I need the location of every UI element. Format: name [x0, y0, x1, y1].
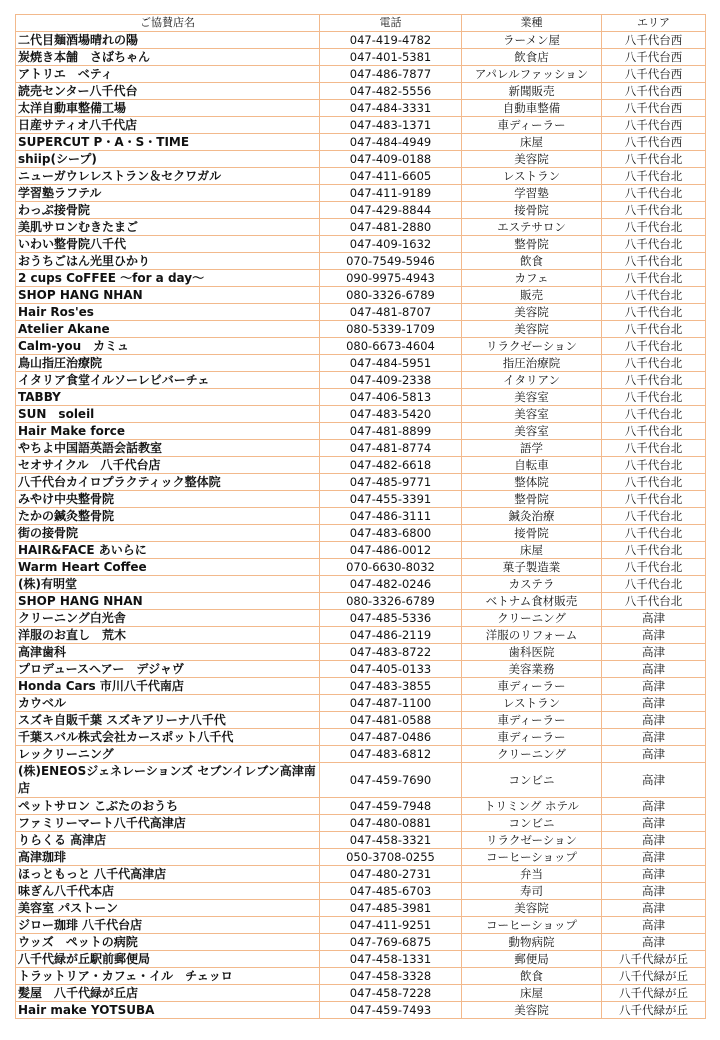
phone-cell: 047-455-3391 [320, 491, 462, 508]
area-cell: 高津 [602, 934, 706, 951]
business-type-cell: 整骨院 [462, 236, 602, 253]
shop-name-cell: プロデュースヘアー デジャヴ [16, 661, 320, 678]
header-type: 業種 [462, 15, 602, 32]
shop-name-cell: Hair Ros'es [16, 304, 320, 321]
business-type-cell: 車ディーラー [462, 712, 602, 729]
business-type-cell: コーヒーショップ [462, 849, 602, 866]
table-row [16, 372, 706, 389]
business-type-cell: ラーメン屋 [462, 32, 602, 49]
area-cell: 高津 [602, 644, 706, 661]
business-type-cell: 美容院 [462, 304, 602, 321]
shop-name-cell: わっぷ接骨院 [16, 202, 320, 219]
area-cell: 八千代台北 [602, 406, 706, 423]
phone-cell: 047-409-2338 [320, 372, 462, 389]
table-row [16, 644, 706, 661]
business-type-cell: 車ディーラー [462, 729, 602, 746]
shop-name-cell: ファミリーマート八千代高津店 [16, 815, 320, 832]
table-row [16, 287, 706, 304]
phone-cell: 047-487-1100 [320, 695, 462, 712]
business-type-cell: 床屋 [462, 134, 602, 151]
area-cell: 八千代台北 [602, 372, 706, 389]
phone-cell: 047-419-4782 [320, 32, 462, 49]
phone-cell: 047-482-5556 [320, 83, 462, 100]
table-row [16, 661, 706, 678]
table-row [16, 695, 706, 712]
sponsor-list [15, 14, 705, 1019]
phone-cell: 047-484-3331 [320, 100, 462, 117]
table-row [16, 83, 706, 100]
shop-name-cell: みやけ中央整骨院 [16, 491, 320, 508]
business-type-cell: ベトナム食材販売 [462, 593, 602, 610]
shop-name-cell: ニューガウレレストラン＆セクワガル [16, 168, 320, 185]
phone-cell: 047-409-0188 [320, 151, 462, 168]
shop-name-cell: 味ぎん八千代本店 [16, 883, 320, 900]
phone-cell: 047-484-4949 [320, 134, 462, 151]
header-phone: 電話 [320, 15, 462, 32]
phone-cell: 047-458-1331 [320, 951, 462, 968]
area-cell: 高津 [602, 883, 706, 900]
business-type-cell: エステサロン [462, 219, 602, 236]
area-cell: 八千代台北 [602, 440, 706, 457]
phone-cell: 047-485-6703 [320, 883, 462, 900]
business-type-cell: 販売 [462, 287, 602, 304]
phone-cell: 047-458-7228 [320, 985, 462, 1002]
shop-name-cell: SUPERCUT P・A・S・TIME [16, 134, 320, 151]
table-row [16, 355, 706, 372]
table-row [16, 32, 706, 49]
table-row [16, 321, 706, 338]
shop-name-cell: Warm Heart Coffee [16, 559, 320, 576]
area-cell: 八千代台北 [602, 457, 706, 474]
business-type-cell: 美容院 [462, 900, 602, 917]
business-type-cell: 美容室 [462, 406, 602, 423]
area-cell: 八千代台北 [602, 338, 706, 355]
shop-name-cell: shiip(シープ) [16, 151, 320, 168]
area-cell: 高津 [602, 610, 706, 627]
area-cell: 高津 [602, 849, 706, 866]
area-cell: 八千代緑が丘 [602, 951, 706, 968]
business-type-cell: 鍼灸治療 [462, 508, 602, 525]
business-type-cell: 郵便局 [462, 951, 602, 968]
business-type-cell: 整骨院 [462, 491, 602, 508]
table-row [16, 832, 706, 849]
area-cell: 高津 [602, 695, 706, 712]
shop-name-cell: SHOP HANG NHAN [16, 593, 320, 610]
area-cell: 八千代台北 [602, 525, 706, 542]
phone-cell: 047-487-0486 [320, 729, 462, 746]
table-row [16, 168, 706, 185]
business-type-cell: 整体院 [462, 474, 602, 491]
table-row [16, 576, 706, 593]
table-row [16, 304, 706, 321]
business-type-cell: 接骨院 [462, 525, 602, 542]
table-row [16, 474, 706, 491]
table-row [16, 815, 706, 832]
phone-cell: 047-481-2880 [320, 219, 462, 236]
area-cell: 高津 [602, 763, 706, 798]
header-name: ご協賛店名 [16, 15, 320, 32]
area-cell: 八千代台北 [602, 168, 706, 185]
business-type-cell: 自転車 [462, 457, 602, 474]
area-cell: 八千代台西 [602, 100, 706, 117]
area-cell: 八千代台北 [602, 270, 706, 287]
phone-cell: 080-3326-6789 [320, 287, 462, 304]
table-row [16, 712, 706, 729]
area-cell: 八千代台北 [602, 542, 706, 559]
phone-cell: 047-480-2731 [320, 866, 462, 883]
phone-cell: 080-5339-1709 [320, 321, 462, 338]
phone-cell: 080-6673-4604 [320, 338, 462, 355]
phone-cell: 047-458-3321 [320, 832, 462, 849]
table-row [16, 729, 706, 746]
shop-name-cell: イタリア食堂イルソーレビバーチェ [16, 372, 320, 389]
area-cell: 高津 [602, 746, 706, 763]
business-type-cell: 美容院 [462, 321, 602, 338]
shop-name-cell: 洋服のお直し 荒木 [16, 627, 320, 644]
business-type-cell: 語学 [462, 440, 602, 457]
area-cell: 高津 [602, 917, 706, 934]
shop-name-cell: 炭焼き本舗 さばちゃん [16, 49, 320, 66]
phone-cell: 047-411-9189 [320, 185, 462, 202]
table-row [16, 100, 706, 117]
shop-name-cell: 太洋自動車整備工場 [16, 100, 320, 117]
shop-name-cell: レックリーニング [16, 746, 320, 763]
table-row [16, 219, 706, 236]
shop-name-cell: Calm-you カミュ [16, 338, 320, 355]
phone-cell: 047-483-6812 [320, 746, 462, 763]
table-row [16, 849, 706, 866]
table-row [16, 49, 706, 66]
phone-cell: 047-486-2119 [320, 627, 462, 644]
business-type-cell: 美容院 [462, 151, 602, 168]
phone-cell: 047-429-8844 [320, 202, 462, 219]
shop-name-cell: たかの鍼灸整骨院 [16, 508, 320, 525]
table-row [16, 883, 706, 900]
business-type-cell: 車ディーラー [462, 678, 602, 695]
area-cell: 八千代台西 [602, 134, 706, 151]
shop-name-cell: 髪屋 八千代緑が丘店 [16, 985, 320, 1002]
business-type-cell: 美容業務 [462, 661, 602, 678]
shop-name-cell: 読売センター八千代台 [16, 83, 320, 100]
shop-name-cell: Honda Cars 市川八千代南店 [16, 678, 320, 695]
area-cell: 八千代台北 [602, 236, 706, 253]
shop-name-cell: 2 cups CoFFEE 〜for a day〜 [16, 270, 320, 287]
table-row [16, 866, 706, 883]
area-cell: 高津 [602, 712, 706, 729]
shop-name-cell: 街の接骨院 [16, 525, 320, 542]
business-type-cell: カステラ [462, 576, 602, 593]
phone-cell: 047-484-5951 [320, 355, 462, 372]
phone-cell: 070-7549-5946 [320, 253, 462, 270]
table-row [16, 202, 706, 219]
business-type-cell: 飲食店 [462, 49, 602, 66]
shop-name-cell: Hair Make force [16, 423, 320, 440]
shop-name-cell: セオサイクル 八千代台店 [16, 457, 320, 474]
business-type-cell: 弁当 [462, 866, 602, 883]
business-type-cell: 飲食 [462, 253, 602, 270]
table-row [16, 951, 706, 968]
phone-cell: 080-3326-6789 [320, 593, 462, 610]
table-row [16, 763, 706, 798]
business-type-cell: コンビニ [462, 763, 602, 798]
business-type-cell: 寿司 [462, 883, 602, 900]
table-row [16, 185, 706, 202]
area-cell: 八千代緑が丘 [602, 1002, 706, 1019]
phone-cell: 070-6630-8032 [320, 559, 462, 576]
area-cell: 八千代台北 [602, 355, 706, 372]
phone-cell: 047-482-6618 [320, 457, 462, 474]
shop-name-cell: ほっともっと 八千代高津店 [16, 866, 320, 883]
area-cell: 八千代台北 [602, 202, 706, 219]
area-cell: 八千代台北 [602, 423, 706, 440]
phone-cell: 047-769-6875 [320, 934, 462, 951]
table-row [16, 508, 706, 525]
phone-cell: 047-483-1371 [320, 117, 462, 134]
shop-name-cell: クリーニング白光舎 [16, 610, 320, 627]
area-cell: 高津 [602, 627, 706, 644]
phone-cell: 090-9975-4943 [320, 270, 462, 287]
area-cell: 八千代台北 [602, 219, 706, 236]
phone-cell: 047-486-3111 [320, 508, 462, 525]
shop-name-cell: HAIR&FACE あいらに [16, 542, 320, 559]
shop-name-cell: アトリエ ベティ [16, 66, 320, 83]
table-row [16, 900, 706, 917]
phone-cell: 047-486-0012 [320, 542, 462, 559]
shop-name-cell: 日産サティオ八千代店 [16, 117, 320, 134]
table-row [16, 457, 706, 474]
shop-name-cell: (株)有明堂 [16, 576, 320, 593]
business-type-cell: リラクゼーション [462, 832, 602, 849]
shop-name-cell: やちよ中国語英語会話教室 [16, 440, 320, 457]
business-type-cell: 菓子製造業 [462, 559, 602, 576]
header-area: エリア [602, 15, 706, 32]
phone-cell: 047-459-7493 [320, 1002, 462, 1019]
table-row [16, 934, 706, 951]
phone-cell: 047-486-7877 [320, 66, 462, 83]
area-cell: 八千代台北 [602, 389, 706, 406]
phone-cell: 047-406-5813 [320, 389, 462, 406]
shop-name-cell: おうちごはん光里ひかり [16, 253, 320, 270]
business-type-cell: 車ディーラー [462, 117, 602, 134]
area-cell: 高津 [602, 798, 706, 815]
shop-name-cell: 鳥山指圧治療院 [16, 355, 320, 372]
area-cell: 八千代台北 [602, 151, 706, 168]
area-cell: 八千代台北 [602, 491, 706, 508]
phone-cell: 047-458-3328 [320, 968, 462, 985]
business-type-cell: 接骨院 [462, 202, 602, 219]
phone-cell: 047-409-1632 [320, 236, 462, 253]
table-row [16, 525, 706, 542]
phone-cell: 047-405-0133 [320, 661, 462, 678]
table-row [16, 917, 706, 934]
phone-cell: 047-459-7690 [320, 763, 462, 798]
business-type-cell: トリミング ホテル [462, 798, 602, 815]
phone-cell: 047-483-6800 [320, 525, 462, 542]
table-row [16, 559, 706, 576]
phone-cell: 047-411-9251 [320, 917, 462, 934]
shop-name-cell: 高津歯科 [16, 644, 320, 661]
business-type-cell: コーヒーショップ [462, 917, 602, 934]
phone-cell: 047-481-8899 [320, 423, 462, 440]
business-type-cell: 美容室 [462, 423, 602, 440]
table-row [16, 968, 706, 985]
area-cell: 八千代台西 [602, 66, 706, 83]
area-cell: 八千代台北 [602, 321, 706, 338]
shop-name-cell: カウベル [16, 695, 320, 712]
shop-name-cell: スズキ自販千葉 スズキアリーナ八千代 [16, 712, 320, 729]
phone-cell: 047-481-8707 [320, 304, 462, 321]
shop-name-cell: Atelier Akane [16, 321, 320, 338]
table-row [16, 610, 706, 627]
table-row [16, 593, 706, 610]
shop-name-cell: いわい整骨院八千代 [16, 236, 320, 253]
sponsor-table [15, 14, 706, 1019]
area-cell: 高津 [602, 866, 706, 883]
phone-cell: 047-483-5420 [320, 406, 462, 423]
area-cell: 八千代台北 [602, 287, 706, 304]
shop-name-cell: 八千代台カイロプラクティック整体院 [16, 474, 320, 491]
phone-cell: 047-481-0588 [320, 712, 462, 729]
shop-name-cell: SHOP HANG NHAN [16, 287, 320, 304]
business-type-cell: 床屋 [462, 985, 602, 1002]
business-type-cell: レストラン [462, 695, 602, 712]
area-cell: 八千代台西 [602, 83, 706, 100]
shop-name-cell: (株)ENEOSジェネレーションズ セブンイレブン高津南店 [16, 763, 320, 798]
table-row [16, 406, 706, 423]
table-body [16, 32, 706, 1019]
shop-name-cell: ウッズ ペットの病院 [16, 934, 320, 951]
business-type-cell: イタリアン [462, 372, 602, 389]
area-cell: 八千代台北 [602, 304, 706, 321]
table-row [16, 66, 706, 83]
area-cell: 高津 [602, 815, 706, 832]
area-cell: 八千代台北 [602, 593, 706, 610]
table-row [16, 423, 706, 440]
phone-cell: 047-485-5336 [320, 610, 462, 627]
area-cell: 八千代台北 [602, 576, 706, 593]
shop-name-cell: 美肌サロンむきたまご [16, 219, 320, 236]
table-row [16, 117, 706, 134]
table-row [16, 338, 706, 355]
phone-cell: 047-485-9771 [320, 474, 462, 491]
table-row [16, 440, 706, 457]
area-cell: 八千代緑が丘 [602, 985, 706, 1002]
area-cell: 八千代台西 [602, 32, 706, 49]
table-row [16, 678, 706, 695]
area-cell: 八千代台西 [602, 49, 706, 66]
phone-cell: 047-480-0881 [320, 815, 462, 832]
shop-name-cell: ペットサロン こぶたのおうち [16, 798, 320, 815]
phone-cell: 047-482-0246 [320, 576, 462, 593]
shop-name-cell: 千葉スバル株式会社カースポット八千代 [16, 729, 320, 746]
table-row [16, 1002, 706, 1019]
area-cell: 高津 [602, 832, 706, 849]
area-cell: 高津 [602, 900, 706, 917]
area-cell: 高津 [602, 661, 706, 678]
phone-cell: 047-481-8774 [320, 440, 462, 457]
shop-name-cell: 八千代緑が丘駅前郵便局 [16, 951, 320, 968]
business-type-cell: 洋服のリフォーム [462, 627, 602, 644]
area-cell: 高津 [602, 678, 706, 695]
shop-name-cell: 二代目麺酒場晴れの陽 [16, 32, 320, 49]
table-row [16, 491, 706, 508]
business-type-cell: カフェ [462, 270, 602, 287]
business-type-cell: 飲食 [462, 968, 602, 985]
table-row [16, 151, 706, 168]
business-type-cell: コンビニ [462, 815, 602, 832]
shop-name-cell: TABBY [16, 389, 320, 406]
header-row [16, 15, 706, 32]
area-cell: 八千代台西 [602, 117, 706, 134]
area-cell: 八千代台北 [602, 474, 706, 491]
business-type-cell: レストラン [462, 168, 602, 185]
shop-name-cell: りらくる 高津店 [16, 832, 320, 849]
table-row [16, 746, 706, 763]
phone-cell: 047-483-8722 [320, 644, 462, 661]
business-type-cell: 美容室 [462, 389, 602, 406]
shop-name-cell: 高津珈琲 [16, 849, 320, 866]
table-row [16, 253, 706, 270]
table-row [16, 627, 706, 644]
shop-name-cell: トラットリア・カフェ・イル チェッロ [16, 968, 320, 985]
area-cell: 八千代台北 [602, 253, 706, 270]
business-type-cell: クリーニング [462, 610, 602, 627]
phone-cell: 047-411-6605 [320, 168, 462, 185]
area-cell: 八千代台北 [602, 185, 706, 202]
area-cell: 八千代台北 [602, 559, 706, 576]
area-cell: 八千代台北 [602, 508, 706, 525]
shop-name-cell: SUN soleil [16, 406, 320, 423]
phone-cell: 050-3708-0255 [320, 849, 462, 866]
shop-name-cell: ジロー珈琲 八千代台店 [16, 917, 320, 934]
business-type-cell: リラクゼーション [462, 338, 602, 355]
business-type-cell: アパレルファッション [462, 66, 602, 83]
table-row [16, 798, 706, 815]
business-type-cell: 学習塾 [462, 185, 602, 202]
table-row [16, 134, 706, 151]
business-type-cell: 新聞販売 [462, 83, 602, 100]
table-row [16, 985, 706, 1002]
area-cell: 高津 [602, 729, 706, 746]
table-row [16, 236, 706, 253]
business-type-cell: 指圧治療院 [462, 355, 602, 372]
business-type-cell: 美容院 [462, 1002, 602, 1019]
area-cell: 八千代緑が丘 [602, 968, 706, 985]
table-row [16, 270, 706, 287]
table-row [16, 542, 706, 559]
shop-name-cell: 美容室 パストーン [16, 900, 320, 917]
business-type-cell: 床屋 [462, 542, 602, 559]
business-type-cell: クリーニング [462, 746, 602, 763]
phone-cell: 047-485-3981 [320, 900, 462, 917]
shop-name-cell: Hair make YOTSUBA [16, 1002, 320, 1019]
business-type-cell: 自動車整備 [462, 100, 602, 117]
business-type-cell: 動物病院 [462, 934, 602, 951]
business-type-cell: 歯科医院 [462, 644, 602, 661]
phone-cell: 047-459-7948 [320, 798, 462, 815]
table-row [16, 389, 706, 406]
shop-name-cell: 学習塾ラフテル [16, 185, 320, 202]
phone-cell: 047-483-3855 [320, 678, 462, 695]
phone-cell: 047-401-5381 [320, 49, 462, 66]
